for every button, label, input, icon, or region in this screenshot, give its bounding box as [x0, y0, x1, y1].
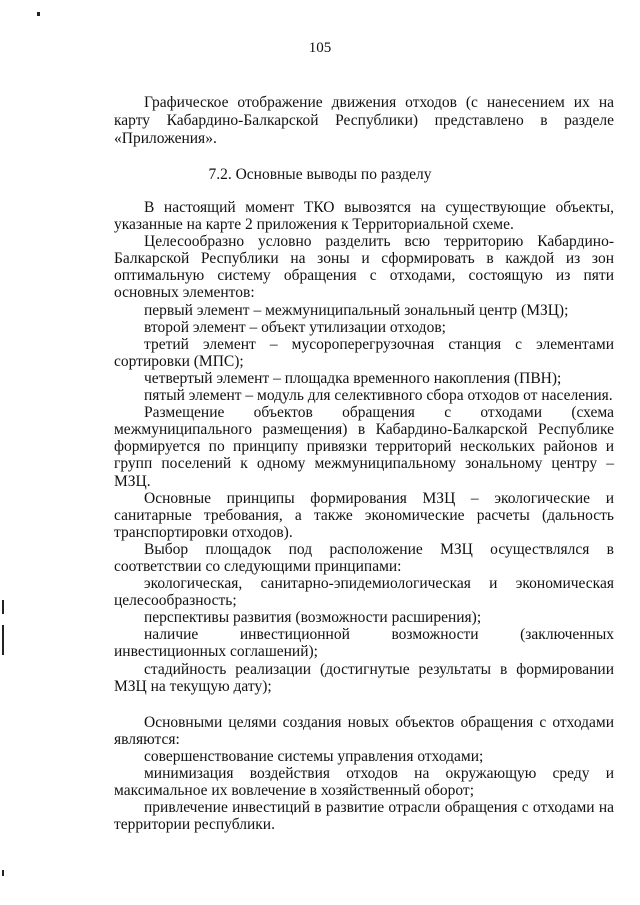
scan-mark	[2, 625, 4, 655]
scan-mark	[2, 870, 4, 876]
section-heading: 7.2. Основные выводы по разделу	[208, 166, 432, 183]
list-item: стадийность реализации (достигнутые результаты в формировании МЗЦ на текущую дату);	[114, 660, 614, 695]
list-item: экологическая, санитарно-эпидемиологическая и экономическая целесообразность;	[114, 575, 614, 610]
body-paragraph: Основными целями создания новых объектов обращения с отходами являются:	[114, 713, 614, 748]
page-number: 105	[308, 40, 332, 56]
list-item: второй элемент – объект утилизации отходов;	[144, 318, 446, 336]
list-item: совершенствование системы управления отходами;	[144, 747, 484, 765]
intro-paragraph: Графическое отображение движения отходов (с нанесением их на карту Кабардино-Балкарской Республики) представлено в разделе «Приложения».	[114, 94, 614, 147]
list-item: третий элемент – мусороперегрузочная станция с элементами сортировки (МПС);	[114, 335, 614, 370]
body-paragraph: Основные принципы формирования МЗЦ – экологические и санитарные требования, а также экономические расчеты (дальность транспортировки отходов).	[114, 489, 614, 541]
paragraph-gap	[114, 695, 614, 714]
list-item: наличие инвестиционной возможности (заключенных инвестиционных соглашений);	[114, 626, 614, 661]
scan-mark	[37, 12, 40, 16]
list-item: пятый элемент – модуль для селективного сбора отходов от населения.	[144, 387, 613, 405]
scan-mark	[2, 600, 4, 614]
list-item: перспективы развития (возможности расширения);	[144, 609, 482, 627]
list-item: минимизация воздействия отходов на окружающую среду и максимальное их вовлечение в хозяйственный оборот;	[114, 765, 614, 800]
list-item: первый элемент – межмуниципальный зональный центр (МЗЦ);	[144, 301, 569, 319]
body-paragraph: В настоящий момент ТКО вывозятся на существующие объекты, указанные на карте 2 приложения к Территориальной схеме.	[114, 199, 614, 234]
section-body	[114, 199, 614, 833]
body-paragraph: Целесообразно условно разделить всю территорию Кабардино-Балкарской Республики на зоны и сформировать в каждой из зон оптимальную систему обращения с отходами, состоящую из пяти основных элементов:	[114, 233, 614, 302]
body-paragraph: Размещение объектов обращения с отходами (схема межмуниципального размещения) в Кабардино-Балкарской Республике формируется по принципу привязки территорий нескольких районов и групп поселений к одному межмуниципальному зональному центру – МЗЦ.	[114, 404, 614, 490]
list-item: четвертый элемент – площадка временного накопления (ПВН);	[144, 369, 562, 387]
body-paragraph: Выбор площадок под расположение МЗЦ осуществлялся в соответствии со следующими принципами:	[114, 540, 614, 575]
list-item: привлечение инвестиций в развитие отрасли обращения с отходами на территории республики.	[114, 799, 614, 834]
